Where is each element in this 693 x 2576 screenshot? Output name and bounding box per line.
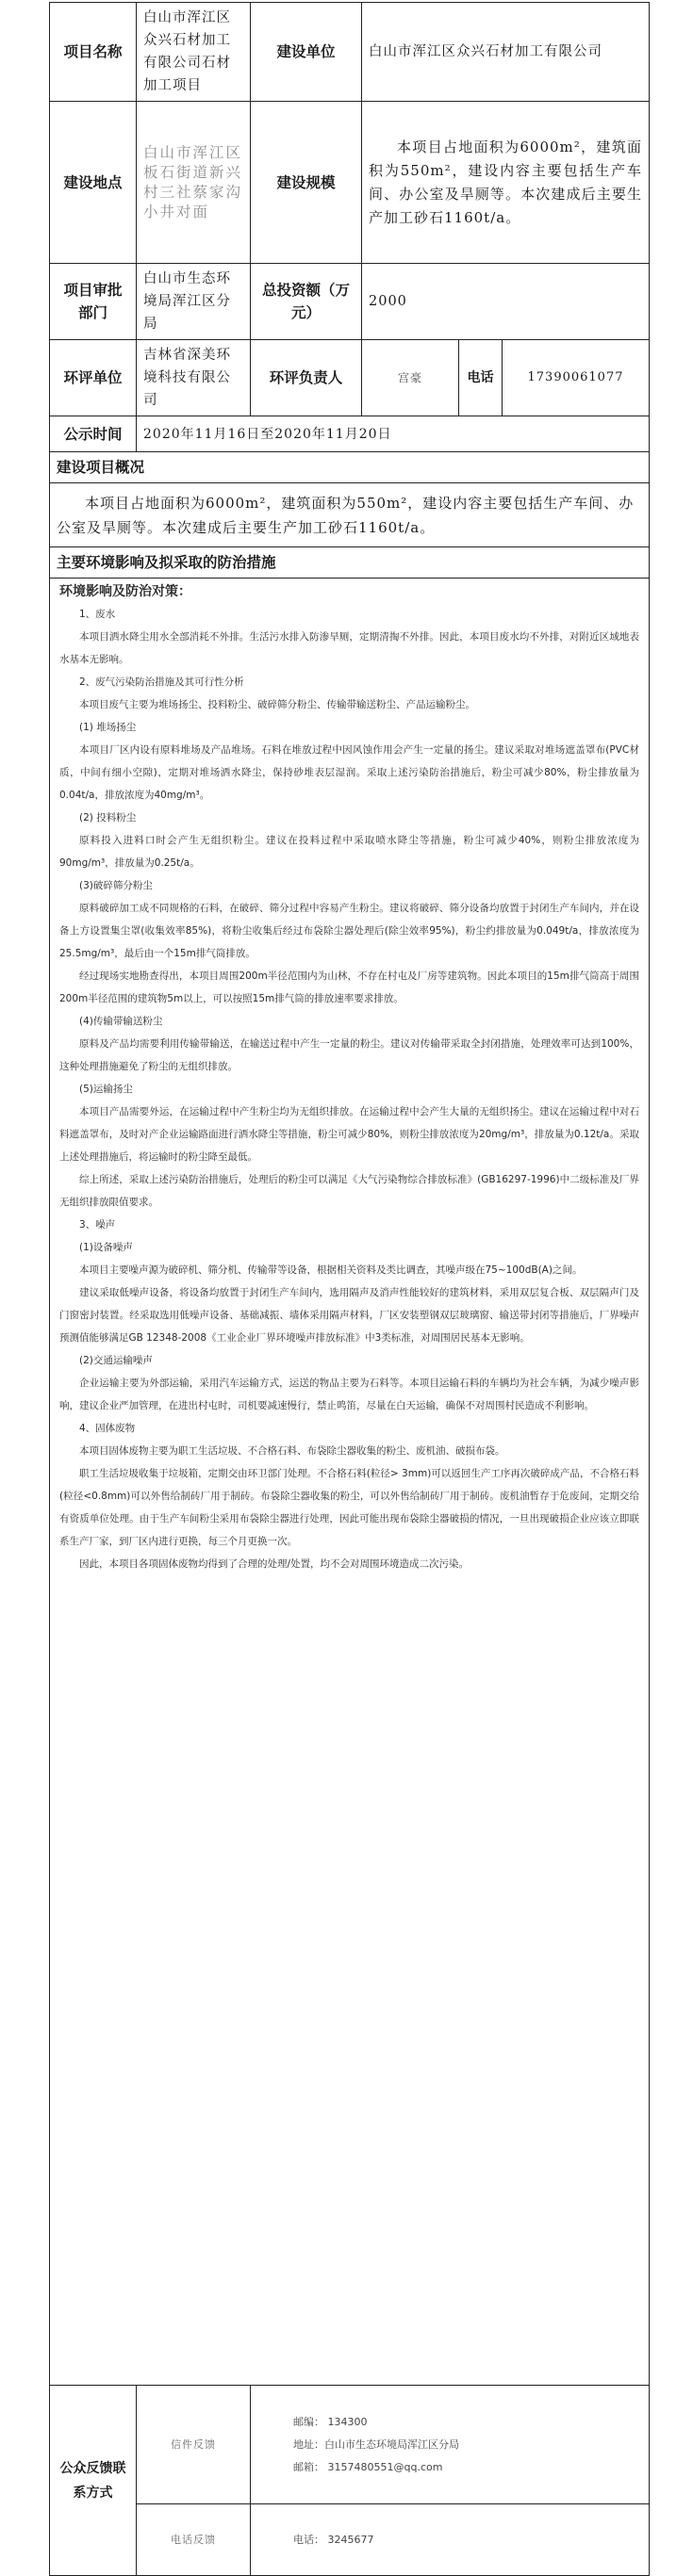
builder-label: 建设单位 <box>251 3 362 102</box>
measure-heading: (2) 投料粉尘 <box>79 812 137 823</box>
measure-heading: (1) 堆场扬尘 <box>79 722 137 733</box>
scale: 本项目占地面积为6000m²，建筑面积为550m²，建设内容主要包括生产车间、办公室及旱厕等。本次建成后主要生产加工砂石1160t/a。 <box>362 102 650 264</box>
measure-heading: 3、噪声 <box>79 1219 116 1231</box>
measures-title: 主要环境影响及拟采取的防治措施 <box>50 547 650 579</box>
measure-heading: 4、固体废物 <box>79 1423 136 1434</box>
postcode: 邮编： 134300 <box>293 2415 368 2428</box>
measure-heading: (4)传输带输送粉尘 <box>79 1016 163 1027</box>
measure-paragraph: 本项目主要噪声源为破碎机、筛分机、传输带等设备，根据相关资料及类比调查，其噪声级在75~100dB(A)之间。 <box>79 1264 583 1276</box>
measure-paragraph: 本项目洒水降尘用水全部消耗不外排。生活污水排入防渗旱厕，定期清掏不外排。因此，本项目废水均不外排，对附近区域地表水基本无影响。 <box>59 631 639 665</box>
measure-paragraph: 原料及产品均需要利用传输带输送，在输送过程中产生一定量的粉尘。建议对传输带采取全封闭措施，处理效率可达到100%，这种处理措施避免了粉尘的无组织排放。 <box>59 1038 639 1072</box>
eia-publicity-form <box>49 2 649 2576</box>
measure-heading: (2)交通运输噪声 <box>79 1355 153 1366</box>
info-table <box>49 2 650 2576</box>
phone-label: 电话 <box>459 340 503 416</box>
project-name: 白山市浑江区众兴石材加工有限公司石材加工项目 <box>137 3 251 102</box>
eia-person: 宫豪 <box>362 340 459 416</box>
project-name-label: 项目名称 <box>50 3 137 102</box>
measure-paragraph: 本项目产品需要外运，在运输过程中产生粉尘均为无组织排放。在运输过程中会产生大量的无组织扬尘。建议在运输过程中对石料遮盖罩布，及时对产企业运输路面进行洒水降尘等措施，粉尘可减少80%，则粉尘排放浓度为20mg/m³，排放量为0.12t/a。采取上述处理措施后，将运输时的粉尘降至最低。 <box>59 1106 639 1163</box>
location: 白山市浑江区板石街道新兴村三社蔡家沟小井对面 <box>137 102 251 264</box>
phone: 17390061077 <box>503 340 650 416</box>
email-link[interactable]: 邮箱： 3157480551@qq.com <box>293 2460 443 2473</box>
environment-measures <box>50 579 650 2386</box>
publicity-period: 2020年11月16日至2020年11月20日 <box>137 416 650 452</box>
publicity-label: 公示时间 <box>50 416 137 452</box>
eia-person-label: 环评负责人 <box>251 340 362 416</box>
measure-paragraph: 原料破碎加工成不同规格的石料，在破碎、筛分过程中容易产生粉尘。建议将破碎、筛分设备均放置于封闭生产车间内，并在设备上方设置集尘罩(收集效率85%)，将粉尘收集后经过布袋除尘器处理后(除尘效率95%)，粉尘约排放量为0.049t/a，排放浓度为25.5mg/m³，最后由一个15m排气筒排放。 <box>59 903 639 959</box>
scale-label: 建设规模 <box>251 102 362 264</box>
feedback-label: 公众反馈联系方式 <box>50 2386 137 2576</box>
overview-text: 本项目占地面积为6000m²，建筑面积为550m²，建设内容主要包括生产车间、办公室及旱厕等。本次建成后主要生产加工砂石1160t/a。 <box>50 483 650 547</box>
tel-feedback-label: 电话反馈 <box>137 2504 251 2576</box>
measure-heading: (1)设备噪声 <box>79 1242 133 1253</box>
measure-heading: (3)破碎筛分粉尘 <box>79 880 153 891</box>
measure-heading: (5)运输扬尘 <box>79 1084 133 1095</box>
env-title: 环境影响及防治对策： <box>59 584 191 599</box>
measure-paragraph: 职工生活垃圾收集于垃圾箱，定期交由环卫部门处理。不合格石料(粒径> 3mm)可以返回生产工序再次破碎成产品，不合格石料(粒径<0.8mm)可以外售给制砖厂用于制砖。布袋除尘器收集的粉尘，可以外售给制砖厂用于制砖。废机油暂存于危废间，定期交给有资质单位处理。由于生产车间粉尘采用布袋除尘器进行处理，因此可能出现布袋除尘器破损的情况，一旦出现破损企业应该立即联系生产厂家，到厂区内进行更换，每三个月更换一次。 <box>59 1468 639 1547</box>
address: 地址：白山市生态环境局浑江区分局 <box>293 2437 459 2451</box>
letter-feedback <box>251 2386 650 2504</box>
investment: 2000 <box>362 264 650 340</box>
location-label: 建设地点 <box>50 102 137 264</box>
measure-paragraph: 本项目固体废物主要为职工生活垃圾、不合格石料、布袋除尘器收集的粉尘、废机油、破损布袋。 <box>79 1445 505 1457</box>
approval: 白山市生态环境局浑江区分局 <box>137 264 251 340</box>
measure-paragraph: 综上所述，采取上述污染防治措施后，处理后的粉尘可以满足《大气污染物综合排放标准》(GB16297-1996)中二级标准及厂界无组织排放限值要求。 <box>59 1174 639 1208</box>
measure-paragraph: 本项目废气主要为堆场扬尘、投料粉尘、破碎筛分粉尘、传输带输送粉尘、产品运输粉尘。 <box>79 699 475 710</box>
eia-unit-label: 环评单位 <box>50 340 137 416</box>
letter-feedback-label: 信件反馈 <box>137 2386 251 2504</box>
measure-paragraph: 本项目厂区内设有原料堆场及产品堆场。石料在堆放过程中因风蚀作用会产生一定量的扬尘。建议采取对堆场遮盖罩布(PVC材质，中间有细小空隙)，定期对堆场洒水降尘，保持砂堆表层湿润。采取上述污染防治措施后，粉尘可减少80%，粉尘排放量为0.04t/a，排放浓度为40mg/m³。 <box>59 744 639 801</box>
approval-label: 项目审批部门 <box>50 264 137 340</box>
measure-paragraph: 因此，本项目各项固体废物均得到了合理的处理/处置，均不会对周围环境造成二次污染。 <box>79 1558 470 1570</box>
measure-heading: 1、废水 <box>79 609 116 620</box>
measure-heading: 2、废气污染防治措施及其可行性分析 <box>79 677 244 688</box>
measure-paragraph: 原料投入进料口时会产生无组织粉尘。建议在投料过程中采取喷水降尘等措施，粉尘可减少40%，则粉尘排放浓度为90mg/m³，排放量为0.25t/a。 <box>59 835 639 869</box>
tel-feedback: 电话： 3245677 <box>251 2504 650 2576</box>
env-paragraphs <box>59 603 639 1575</box>
overview-title: 建设项目概况 <box>50 452 650 483</box>
builder: 白山市浑江区众兴石材加工有限公司 <box>362 3 650 102</box>
measure-paragraph: 建议采取低噪声设备，将设备均放置于封闭生产车间内，选用隔声及消声性能较好的建筑材料，采用双层复合板、双层隔声门及门窗密封装置。经采取选用低噪声设备、基础减振、墙体采用隔声材料，厂区安装塑钢双层玻璃窗、输送带封闭等措施后，厂界噪声预测值能够满足GB 12348-2008《工业企业厂界环境噪声排放标准》中3类标准，对周围居民基本无影响。 <box>59 1287 639 1344</box>
measure-paragraph: 经过现场实地勘查得出，本项目周围200m半径范围内为山林，不存在村屯及厂房等建筑物。因此本项目的15m排气筒高于周围200m半径范围的建筑物5m以上，可以按照15m排气筒的排放速率要求排放。 <box>59 970 639 1004</box>
measure-paragraph: 企业运输主要为外部运输，采用汽车运输方式，运送的物品主要为石料等。本项目运输石料的车辆均为社会车辆，为减少噪声影响，建议企业严加管理，在进出村屯时，司机要减速慢行，禁止鸣笛，尽量在白天运输，确保不对周围村民造成不利影响。 <box>59 1378 639 1411</box>
investment-label: 总投资额（万元） <box>251 264 362 340</box>
eia-unit: 吉林省深美环境科技有限公司 <box>137 340 251 416</box>
